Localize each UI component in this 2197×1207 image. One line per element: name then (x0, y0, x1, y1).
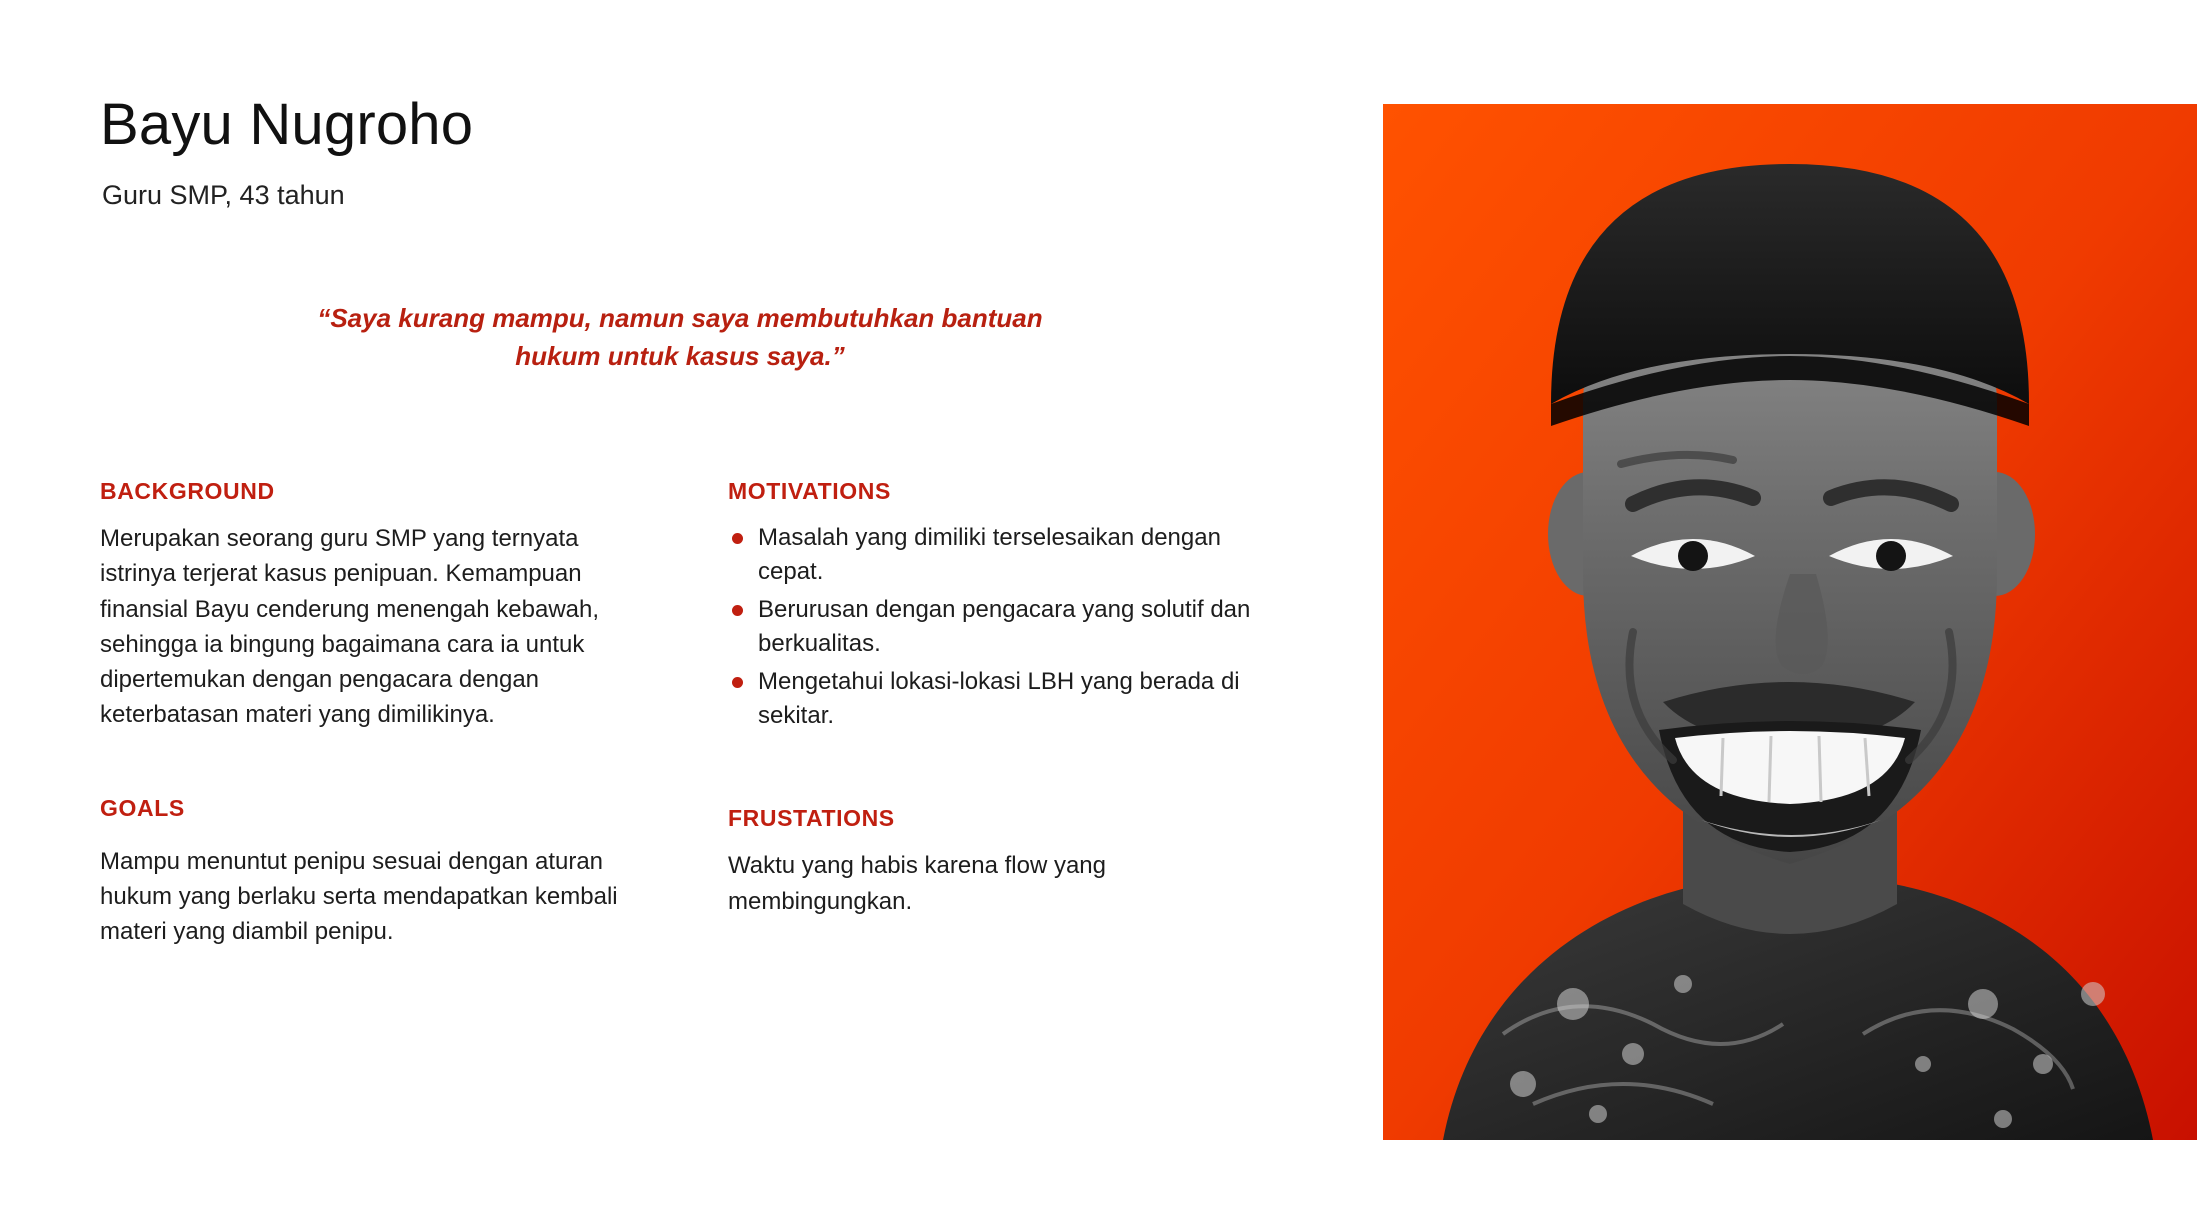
persona-content (100, 0, 1360, 1207)
persona-quote: “Saya kurang mampu, namun saya membutuhkan bantuan hukum untuk kasus saya.” (317, 303, 1043, 371)
list-item: Masalah yang dimiliki terselesaikan dengan cepat. (728, 521, 1258, 589)
portrait-smiling-man-image (1383, 104, 2197, 1140)
list-item: Berurusan dengan pengacara yang solutif dan berkualitas. (728, 593, 1258, 661)
frustations-text: Waktu yang habis karena flow yang membingungkan. (728, 852, 1106, 915)
background-text: Merupakan seorang guru SMP yang ternyata istrinya terjerat kasus penipuan. Kemampuan finansial Bayu cenderung menengah kebawah, sehingga ia bingung bagaimana cara ia untuk dipertemukan dengan pengacara dengan keterbatasan materi yang dimilikinya. (100, 525, 600, 729)
list-item: Mengetahui lokasi-lokasi LBH yang berada di sekitar. (728, 665, 1258, 733)
background-section (100, 478, 660, 733)
frustations-heading: FRUSTATIONS (728, 805, 895, 832)
page-title: Bayu Nugroho (100, 92, 474, 157)
persona-role: Guru SMP, 43 tahun (102, 180, 345, 210)
persona-photo (1383, 104, 2197, 1140)
background-heading: BACKGROUND (100, 478, 275, 504)
motivations-section (728, 478, 1288, 733)
goals-heading: GOALS (100, 794, 185, 821)
left-column (100, 478, 660, 949)
motivations-heading: MOTIVATIONS (728, 478, 891, 504)
goals-text: Mampu menuntut penipu sesuai dengan aturan hukum yang berlaku serta mendapatkan kembali materi yang diambil penipu. (100, 847, 618, 946)
right-column (728, 478, 1288, 919)
frustations-section (728, 805, 1288, 919)
motivations-list (728, 521, 1288, 733)
goals-section (100, 795, 660, 950)
